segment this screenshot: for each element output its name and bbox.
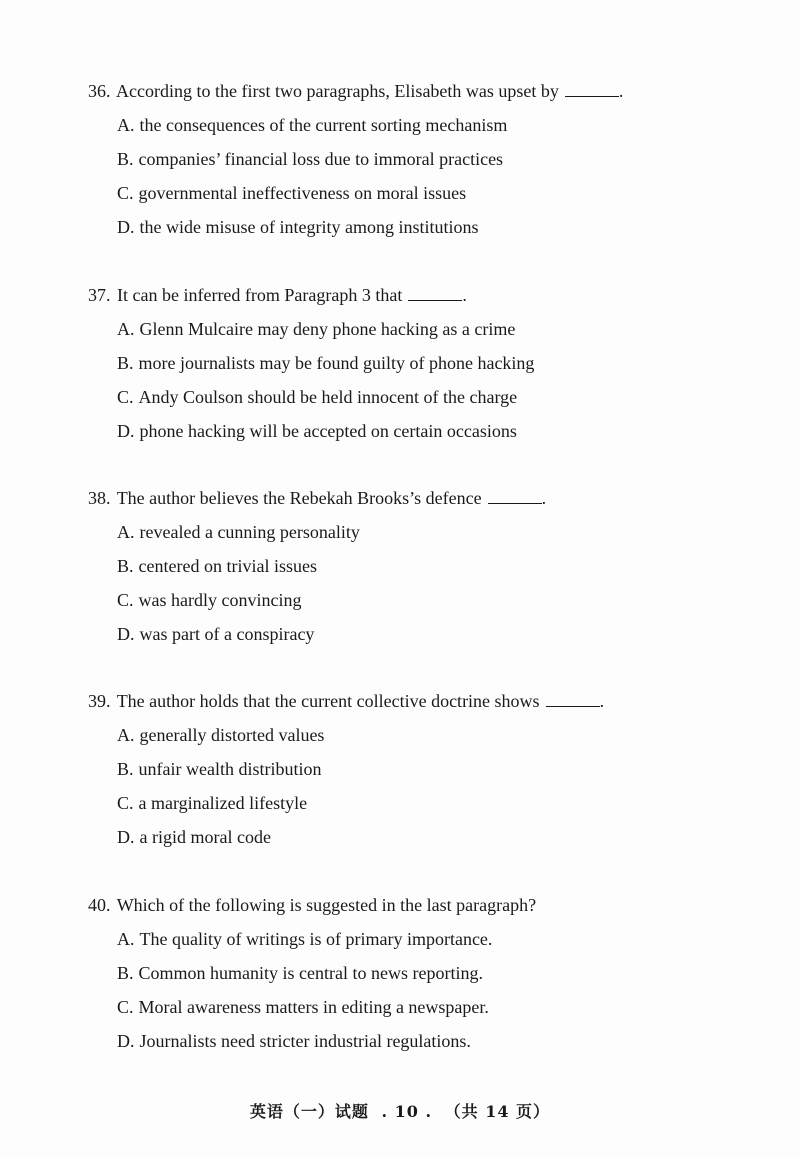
footer-subject: 英语（一）试题 xyxy=(249,1102,369,1121)
option-letter: A. xyxy=(117,929,135,949)
option-text: was part of a conspiracy xyxy=(139,624,315,644)
option-b xyxy=(117,353,708,373)
question-text: Which of the following is suggested in the last paragraph? xyxy=(116,895,537,915)
option-text: unfair wealth distribution xyxy=(138,759,322,779)
question-stem xyxy=(88,895,708,915)
option-d xyxy=(117,421,708,441)
option-list xyxy=(88,929,708,1051)
question-stem xyxy=(88,488,708,508)
option-text: the consequences of the current sorting mechanism xyxy=(139,115,508,135)
option-d xyxy=(117,827,708,847)
option-text: Moral awareness matters in editing a newspaper. xyxy=(138,997,489,1017)
option-letter: A. xyxy=(117,522,135,542)
question-number: 40. xyxy=(88,895,111,915)
question-text: It can be inferred from Paragraph 3 that xyxy=(117,285,403,305)
option-letter: B. xyxy=(117,149,134,169)
option-letter: C. xyxy=(117,183,134,203)
option-a xyxy=(117,319,708,339)
option-text: a marginalized lifestyle xyxy=(138,793,308,813)
stem-end: . xyxy=(462,285,467,305)
option-b xyxy=(117,759,708,779)
option-d xyxy=(117,1031,708,1051)
option-d xyxy=(117,624,708,644)
option-d xyxy=(117,217,708,237)
option-text: companies’ financial loss due to immoral practices xyxy=(138,149,504,169)
stem-end: . xyxy=(618,81,624,101)
option-letter: B. xyxy=(117,353,134,373)
question-number: 38. xyxy=(88,488,111,508)
option-a xyxy=(117,522,708,542)
question-number: 36. xyxy=(88,81,111,101)
question-stem xyxy=(88,285,708,305)
option-letter: C. xyxy=(117,590,134,610)
option-list xyxy=(88,115,708,237)
stem-end: . xyxy=(541,488,547,508)
option-letter: D. xyxy=(117,217,135,237)
answer-blank xyxy=(546,692,600,707)
option-c xyxy=(117,387,708,407)
option-letter: D. xyxy=(117,624,135,644)
option-text: a rigid moral code xyxy=(139,827,271,847)
option-text: governmental ineffectiveness on moral issues xyxy=(138,183,467,203)
option-letter: A. xyxy=(117,725,135,745)
option-letter: D. xyxy=(117,421,135,441)
option-text: Common humanity is central to news reporting. xyxy=(138,963,483,983)
option-letter: B. xyxy=(117,963,134,983)
option-text: Journalists need stricter industrial regulations. xyxy=(139,1031,471,1051)
question-stem xyxy=(88,691,708,711)
option-c xyxy=(117,183,708,203)
question-number: 37. xyxy=(88,285,111,305)
option-letter: C. xyxy=(117,793,134,813)
question-38 xyxy=(88,488,708,658)
question-text: The author holds that the current collective doctrine shows xyxy=(116,691,540,711)
page-footer xyxy=(0,1099,800,1122)
question-36 xyxy=(88,81,708,251)
footer-page-number: . 10 . xyxy=(381,1102,433,1121)
answer-blank xyxy=(488,489,542,504)
option-b xyxy=(117,963,708,983)
option-letter: D. xyxy=(117,1031,135,1051)
option-a xyxy=(117,929,708,949)
option-text: phone hacking will be accepted on certain occasions xyxy=(139,421,517,441)
option-letter: A. xyxy=(117,319,135,339)
option-text: revealed a cunning personality xyxy=(139,522,360,542)
option-c xyxy=(117,590,708,610)
stem-end: . xyxy=(599,691,605,711)
option-c xyxy=(117,997,708,1017)
option-c xyxy=(117,793,708,813)
option-list xyxy=(88,319,708,441)
question-text: The author believes the Rebekah Brooks’s defence xyxy=(116,488,482,508)
option-text: more journalists may be found guilty of phone hacking xyxy=(138,353,535,373)
option-text: Andy Coulson should be held innocent of the charge xyxy=(138,387,518,407)
option-letter: C. xyxy=(117,387,134,407)
option-list xyxy=(88,725,708,847)
question-stem xyxy=(88,81,708,101)
question-number: 39. xyxy=(88,691,111,711)
option-letter: C. xyxy=(117,997,134,1017)
option-text: The quality of writings is of primary importance. xyxy=(139,929,493,949)
option-a xyxy=(117,725,708,745)
question-39 xyxy=(88,691,708,861)
question-37 xyxy=(88,285,708,455)
option-text: centered on trivial issues xyxy=(138,556,317,576)
option-letter: D. xyxy=(117,827,135,847)
answer-blank xyxy=(408,286,462,301)
option-a xyxy=(117,115,708,135)
question-text: According to the first two paragraphs, Elisabeth was upset by xyxy=(116,81,559,101)
option-b xyxy=(117,556,708,576)
option-letter: A. xyxy=(117,115,135,135)
option-list xyxy=(88,522,708,644)
option-letter: B. xyxy=(117,759,134,779)
option-text: the wide misuse of integrity among institutions xyxy=(139,217,479,237)
question-40 xyxy=(88,895,708,1065)
option-b xyxy=(117,149,708,169)
option-text: generally distorted values xyxy=(139,725,325,745)
option-text: Glenn Mulcaire may deny phone hacking as a crime xyxy=(139,319,516,339)
option-letter: B. xyxy=(117,556,134,576)
option-text: was hardly convincing xyxy=(138,590,302,610)
footer-total-pages: （共 14 页） xyxy=(444,1102,551,1121)
answer-blank xyxy=(565,82,619,97)
